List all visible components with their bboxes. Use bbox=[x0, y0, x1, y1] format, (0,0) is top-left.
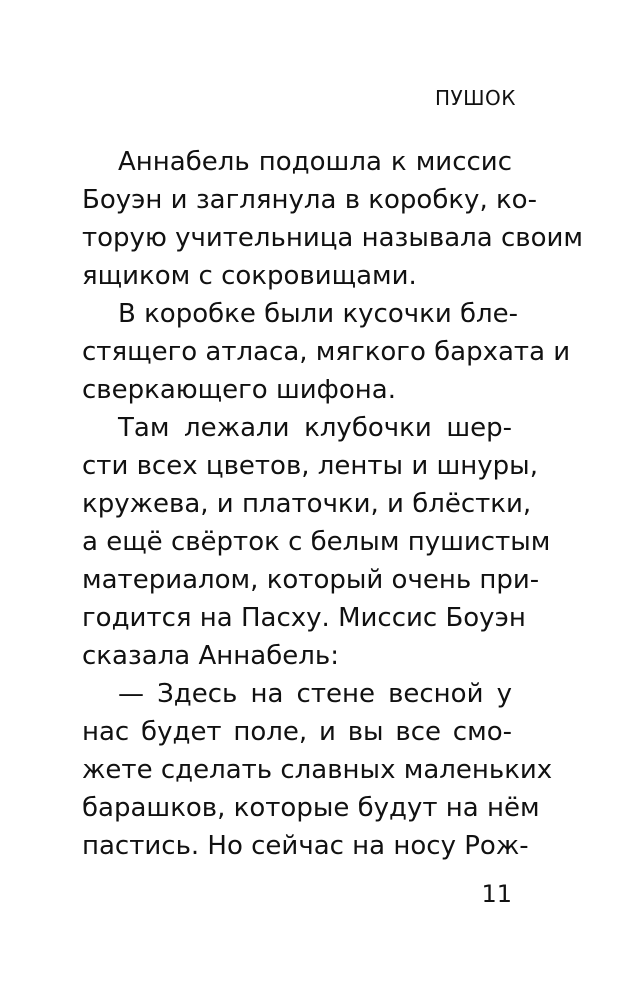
text-line: годится на Пасху. Миссис Боуэн bbox=[82, 603, 526, 633]
text-line: пастись. Но сейчас на носу Рож- bbox=[82, 831, 529, 861]
paragraph bbox=[82, 675, 553, 865]
text-line: стящего атласа, мягкого бархата и bbox=[82, 337, 571, 367]
text-line: Там лежали клубочки шер- bbox=[118, 413, 512, 443]
text-line: кружева, и платочки, и блёстки, bbox=[82, 489, 532, 519]
text-line: сти всех цветов, ленты и шнуры, bbox=[82, 451, 538, 481]
text-line: Боуэн и заглянула в коробку, ко- bbox=[82, 185, 537, 215]
text-line: нас будет поле, и вы все смо- bbox=[82, 717, 512, 747]
page-number: 11 bbox=[481, 880, 512, 908]
text-line: барашков, которые будут на нём bbox=[82, 793, 540, 823]
text-line: торую учительница называла своим bbox=[82, 223, 584, 253]
paragraph bbox=[82, 143, 584, 295]
running-head: ПУШОК bbox=[434, 86, 516, 110]
paragraph bbox=[82, 409, 551, 675]
text-line: сверкающего шифона. bbox=[82, 375, 396, 405]
text-line: — Здесь на стене весной у bbox=[118, 679, 512, 709]
body-text bbox=[82, 143, 584, 865]
text-line: сказала Аннабель: bbox=[82, 641, 339, 671]
text-line: материалом, который очень при- bbox=[82, 565, 540, 595]
text-line: В коробке были кусочки бле- bbox=[118, 299, 519, 329]
text-line: а ещё свёрток с белым пушистым bbox=[82, 527, 551, 557]
paragraph bbox=[82, 295, 571, 409]
text-line: ящиком с сокровищами. bbox=[82, 261, 417, 291]
text-line: жете сделать славных маленьких bbox=[82, 755, 553, 785]
text-line: Аннабель подошла к миссис bbox=[118, 147, 512, 177]
